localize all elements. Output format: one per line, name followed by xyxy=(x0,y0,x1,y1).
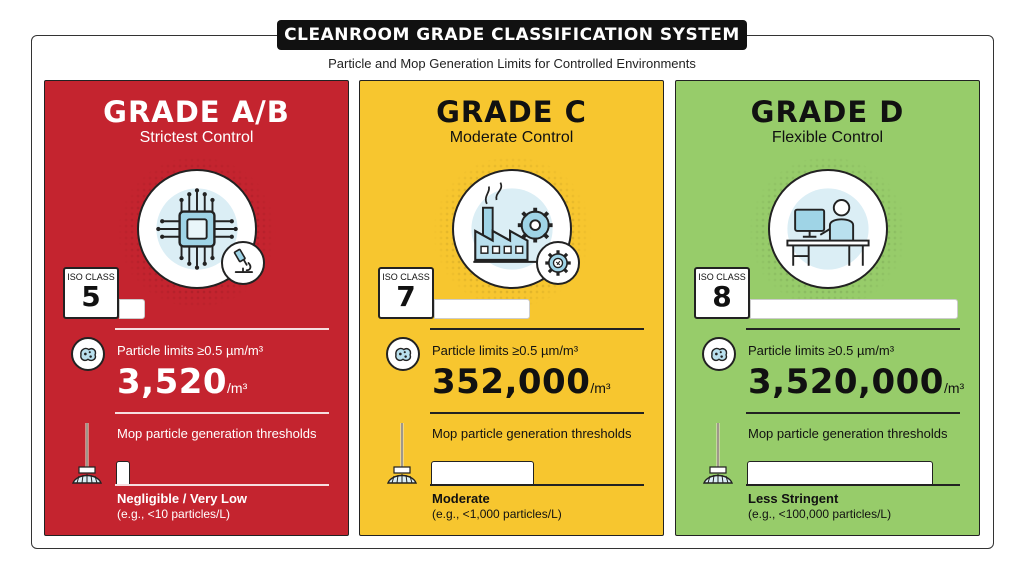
particle-limit-label: Particle limits ≥0.5 µm/m³ xyxy=(748,343,895,358)
iso-class-bar xyxy=(750,299,958,319)
divider xyxy=(115,484,329,486)
mop-icon xyxy=(67,421,111,487)
page-subtitle: Particle and Mop Generation Limits for Controlled Environments xyxy=(328,56,696,71)
divider xyxy=(746,412,960,414)
mop-threshold-label: Mop particle generation thresholds xyxy=(748,426,948,441)
grade-d-panel xyxy=(675,80,980,536)
mop-threshold-level: Negligible / Very Low xyxy=(117,491,248,506)
grade-control: Moderate Control xyxy=(449,129,574,146)
grade-title: GRADE A/B xyxy=(103,95,290,129)
grade-title: GRADE C xyxy=(436,95,587,129)
iso-class-label: ISO CLASS xyxy=(382,272,430,282)
divider xyxy=(430,328,644,330)
divider xyxy=(430,484,644,486)
mop-threshold-level: Moderate xyxy=(432,491,490,506)
grade-ab-panel xyxy=(44,80,349,536)
divider xyxy=(746,328,960,330)
divider xyxy=(115,328,329,330)
particle-value-number: 3,520 xyxy=(117,362,228,402)
mop-threshold-level: Less Stringent xyxy=(748,491,839,506)
mop-threshold-label: Mop particle generation thresholds xyxy=(432,426,632,441)
divider xyxy=(746,484,960,486)
iso-class-number: 5 xyxy=(81,280,101,313)
mop-icon xyxy=(382,421,426,487)
mop-threshold-example: (e.g., <100,000 particles/L) xyxy=(748,507,892,521)
grade-control: Strictest Control xyxy=(139,129,254,146)
particle-limit-value xyxy=(432,362,611,402)
grade-title: GRADE D xyxy=(750,95,905,129)
iso-class-badge xyxy=(63,267,119,319)
iso-class-number: 8 xyxy=(712,280,732,313)
particle-value-number: 352,000 xyxy=(432,362,591,402)
mop-threshold-example: (e.g., <10 particles/L) xyxy=(117,507,231,521)
office-worker-icon xyxy=(768,169,888,289)
mop-threshold-label: Mop particle generation thresholds xyxy=(117,426,317,441)
particle-value-number: 3,520,000 xyxy=(748,362,944,402)
particle-icon xyxy=(71,337,105,371)
iso-class-badge xyxy=(378,267,434,319)
particle-icon xyxy=(702,337,736,371)
particle-icon xyxy=(386,337,420,371)
grade-c-panel xyxy=(359,80,664,536)
divider xyxy=(430,412,644,414)
mop-threshold-bar xyxy=(116,461,130,484)
iso-class-label: ISO CLASS xyxy=(698,272,746,282)
particle-unit: /m³ xyxy=(227,380,248,396)
particle-unit: /m³ xyxy=(943,380,965,396)
particle-limit-value xyxy=(117,362,247,402)
particle-limit-label: Particle limits ≥0.5 µm/m³ xyxy=(432,343,579,358)
divider xyxy=(115,412,329,414)
grade-control: Flexible Control xyxy=(771,129,884,146)
iso-class-badge xyxy=(694,267,750,319)
particle-unit: /m³ xyxy=(590,380,611,396)
iso-class-label: ISO CLASS xyxy=(67,272,115,282)
mop-threshold-bar xyxy=(431,461,534,484)
iso-class-number: 7 xyxy=(396,280,416,313)
particle-limit-value xyxy=(748,362,964,402)
mop-icon xyxy=(698,421,742,487)
iso-class-bar xyxy=(119,299,145,319)
gear-icon xyxy=(536,241,580,285)
page-title: CLEANROOM GRADE CLASSIFICATION SYSTEM xyxy=(277,20,747,50)
mop-threshold-example: (e.g., <1,000 particles/L) xyxy=(432,507,562,521)
mop-threshold-bar xyxy=(747,461,933,484)
particle-limit-label: Particle limits ≥0.5 µm/m³ xyxy=(117,343,264,358)
iso-class-bar xyxy=(434,299,530,319)
microscope-icon xyxy=(221,241,265,285)
